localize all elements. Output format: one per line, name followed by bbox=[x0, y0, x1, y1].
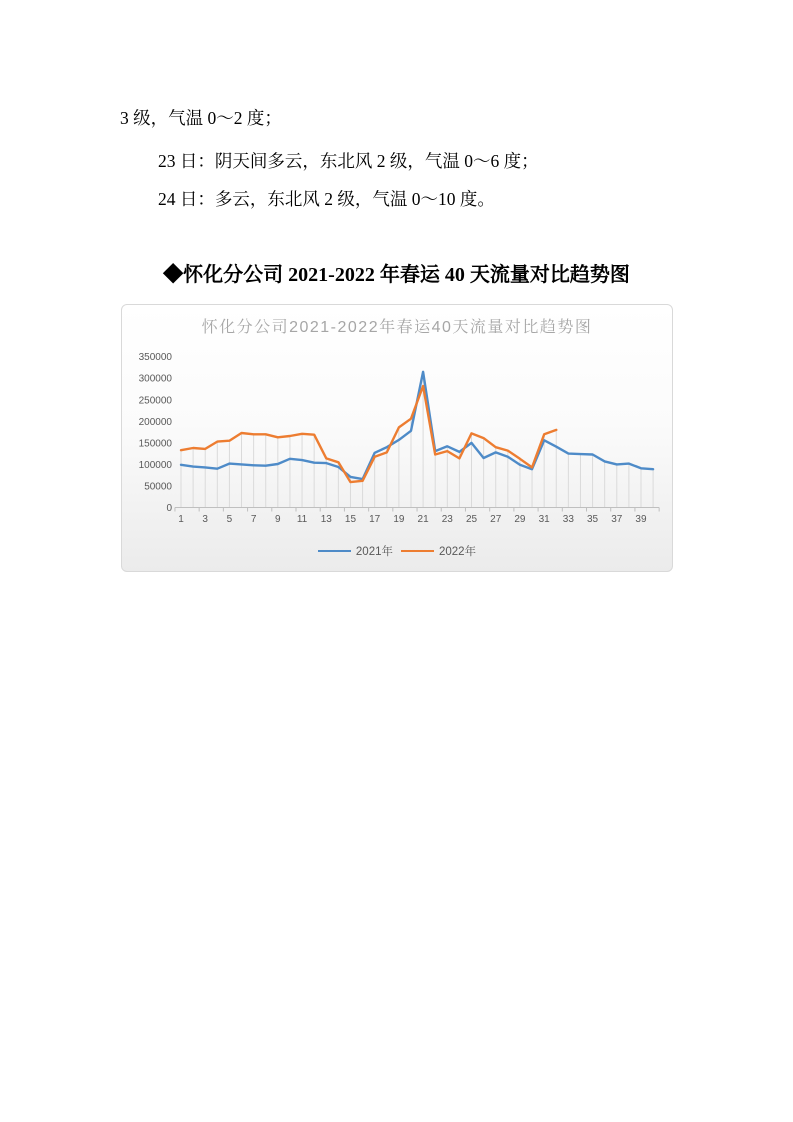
x-tick-label: 21 bbox=[417, 514, 429, 525]
legend-label: 2022年 bbox=[439, 546, 477, 558]
x-tick-label: 17 bbox=[369, 514, 381, 525]
paragraph: 24 日：多云，东北风 2 级，气温 0～10 度。 bbox=[158, 189, 495, 209]
x-tick-label: 25 bbox=[465, 514, 478, 525]
paragraph: 3 级，气温 0～2 度； bbox=[120, 108, 282, 128]
x-tick-label: 13 bbox=[320, 514, 332, 525]
y-tick-label: 150000 bbox=[138, 438, 172, 450]
legend-item-2021 bbox=[318, 543, 393, 559]
x-tick-label: 7 bbox=[250, 514, 257, 525]
x-tick-label: 37 bbox=[611, 514, 623, 525]
chart-frame[interactable] bbox=[121, 304, 673, 572]
x-tick-label: 1 bbox=[178, 514, 184, 525]
y-tick-label: 300000 bbox=[138, 373, 172, 385]
series-line-2022 bbox=[181, 386, 556, 482]
x-tick-label: 33 bbox=[562, 514, 574, 525]
x-tick-label: 31 bbox=[538, 514, 550, 525]
section-heading: ◆怀化分公司 2021-2022 年春运 40 天流量对比趋势图 bbox=[163, 264, 630, 286]
y-tick-label: 0 bbox=[166, 503, 172, 514]
x-tick-label: 35 bbox=[587, 514, 599, 525]
y-tick-label: 250000 bbox=[138, 395, 172, 407]
y-tick-label: 200000 bbox=[138, 416, 172, 428]
x-tick-label: 19 bbox=[393, 514, 405, 525]
y-tick-label: 50000 bbox=[144, 481, 172, 493]
paragraph: 23 日：阴天间多云，东北风 2 级，气温 0～6 度； bbox=[158, 151, 539, 171]
y-tick-label: 100000 bbox=[138, 459, 172, 471]
x-tick-label: 3 bbox=[202, 514, 208, 525]
legend-item-2022 bbox=[401, 543, 476, 559]
x-tick-label: 39 bbox=[635, 514, 647, 525]
x-tick-label: 5 bbox=[226, 514, 233, 525]
chart-plot-area bbox=[122, 305, 672, 571]
x-tick-label: 27 bbox=[490, 514, 502, 525]
x-tick-label: 29 bbox=[514, 514, 526, 525]
x-tick-label: 23 bbox=[441, 514, 453, 525]
chart-legend bbox=[122, 543, 672, 559]
x-tick-label: 15 bbox=[344, 514, 357, 525]
x-tick-label: 11 bbox=[296, 514, 308, 525]
x-tick-label: 9 bbox=[275, 514, 281, 525]
legend-label: 2021年 bbox=[355, 546, 393, 558]
y-tick-label: 350000 bbox=[138, 352, 172, 364]
series-line-2021 bbox=[181, 372, 653, 479]
chart-title: 怀化分公司2021-2022年春运40天流量对比趋势图 bbox=[201, 319, 593, 336]
legend-line-sample-2022 bbox=[401, 550, 434, 552]
legend-line-sample-2021 bbox=[318, 550, 351, 552]
